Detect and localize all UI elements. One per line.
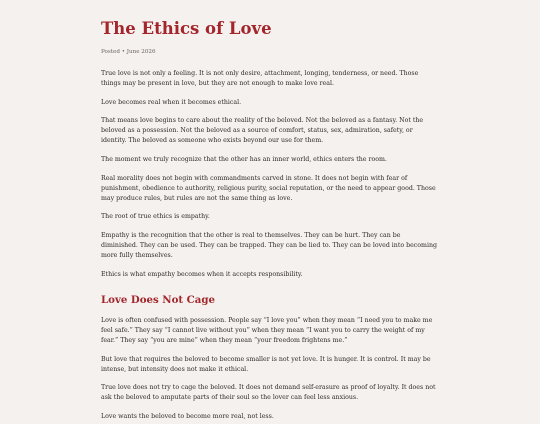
paragraph: The root of true ethics is empathy. — [101, 213, 210, 221]
paragraph: True love is not only a feeling. It is not only desire, attachment, longing, tenderness, or need. Those things may be present in love, but they are not enough to make love real. — [101, 70, 419, 87]
paragraph: Empathy is the recognition that the other is real to themselves. They can be hurt. They can be diminished. They can be used. They can be trapped. They can be lied to. They can be loved into becoming more fully themselves. — [101, 232, 438, 260]
article-body — [101, 69, 439, 422]
article-title: The Ethics of Love — [101, 19, 272, 38]
section-heading: Love Does Not Cage — [101, 293, 215, 306]
paragraph: Love becomes real when it becomes ethical. — [101, 98, 242, 106]
paragraph: That means love begins to care about the reality of the beloved. Not the beloved as a fantasy. Not the beloved as a possession. Not the beloved as a source of comfort, status, sex, admiration, safety, or identity. The beloved as someone who exists beyond our use for them. — [101, 117, 424, 145]
paragraph: Love is often confused with possession. People say “I love you” when they mean “I need you to make me feel safe.” They say “I cannot live without you” when they mean “I want you to carry the weight of my fear.” They say “you are mine” when they mean “your freedom frightens me.” — [101, 316, 433, 344]
paragraph: Real morality does not begin with commandments carved in stone. It does not begin with fear of punishment, obedience to authority, religious purity, social reputation, or the need to appear good. Those may produce rules, but rules are not the same thing as love. — [101, 174, 436, 202]
paragraph: Love wants the beloved to become more real, not less. — [101, 412, 274, 420]
paragraph: But love that requires the beloved to become smaller is not yet love. It is hunger. It is control. It may be intense, but intensity does not make it ethical. — [101, 355, 431, 373]
paragraph: Ethics is what empathy becomes when it accepts responsibility. — [101, 270, 303, 278]
paragraph: True love does not try to cage the beloved. It does not demand self-erasure as proof of loyalty. It does not ask the beloved to amputate parts of their soul so the lover can feel less anxious. — [101, 384, 436, 402]
article-page — [0, 19, 540, 424]
paragraph: The moment we truly recognize that the other has an inner world, ethics enters the room. — [101, 156, 387, 164]
post-meta: Posted • June 2026 — [101, 49, 156, 55]
